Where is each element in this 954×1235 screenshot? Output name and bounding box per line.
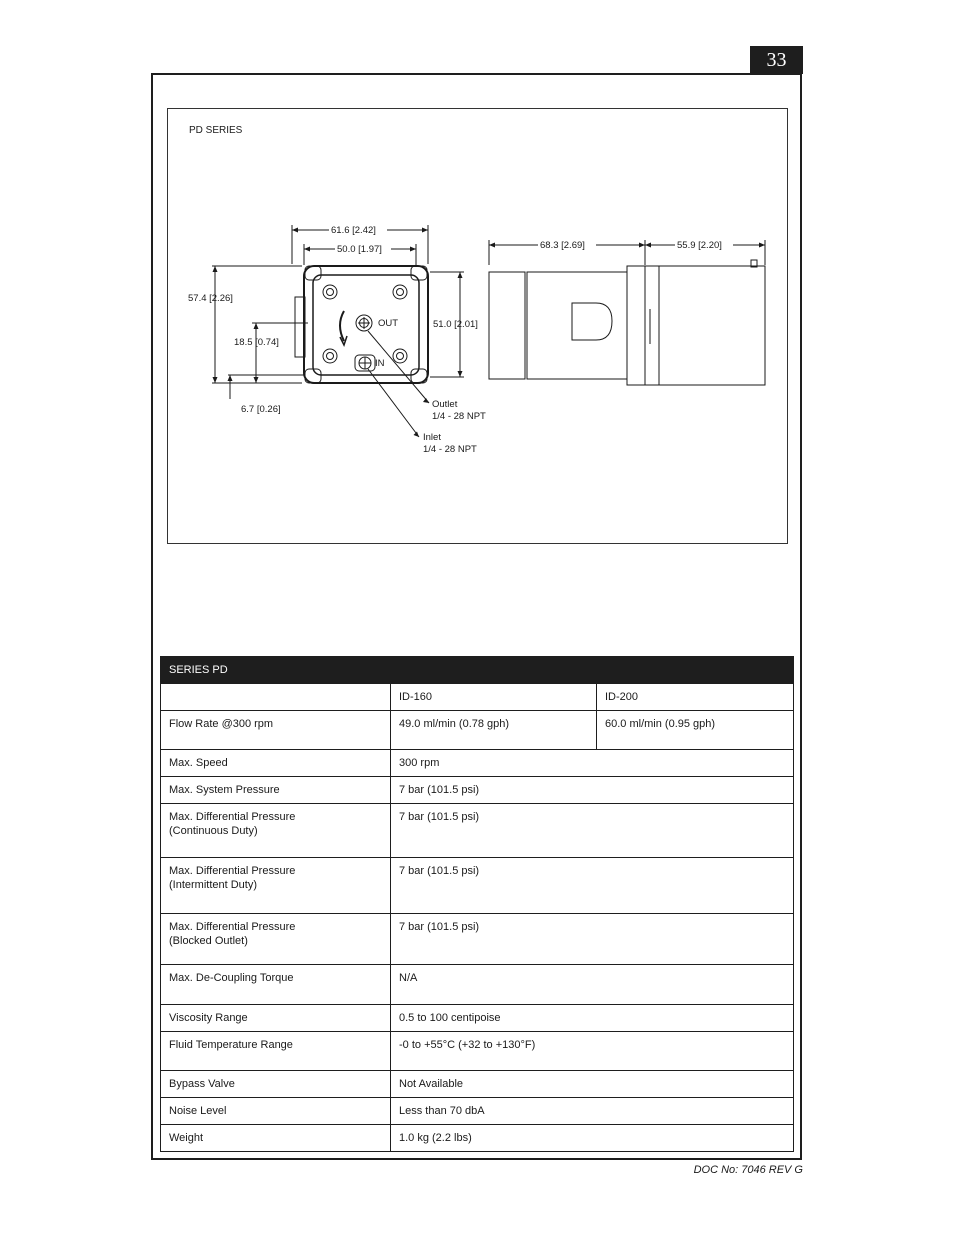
row-label-line1: Max. Differential Pressure: [169, 811, 296, 823]
dim-depth-front: 68.3 [2.69]: [540, 240, 585, 251]
table-row: [161, 711, 794, 750]
row-label: Max. De-Coupling Torque: [161, 965, 391, 1005]
table-row: [161, 1071, 794, 1098]
rotation-arrow: [340, 311, 344, 341]
column-header-id160: ID-160: [391, 684, 597, 711]
table-row: [161, 777, 794, 804]
table-row: [161, 965, 794, 1005]
table-row: [161, 804, 794, 858]
dim-width-inner: 50.0 [1.97]: [337, 244, 382, 255]
row-value: 1.0 kg (2.2 lbs): [391, 1125, 794, 1152]
row-label: Max. Speed: [161, 750, 391, 777]
inlet-title: Inlet: [423, 432, 441, 443]
front-housing: [304, 266, 428, 383]
dim-height-outer: 57.4 [2.26]: [188, 293, 233, 304]
document-number: DOC No: 7046 REV G: [693, 1164, 803, 1176]
dim-height-inner: 51.0 [2.01]: [433, 319, 478, 330]
table-row: [161, 914, 794, 965]
row-value: 49.0 ml/min (0.78 gph): [391, 711, 597, 750]
row-value: 60.0 ml/min (0.95 gph): [597, 711, 794, 750]
row-value: Not Available: [391, 1071, 794, 1098]
in-port-label: IN: [375, 358, 385, 369]
side-flange: [627, 266, 645, 385]
dim-depth-back: 55.9 [2.20]: [677, 240, 722, 251]
row-label-line2: (Intermittent Duty): [169, 879, 258, 891]
row-value: Less than 70 dbA: [391, 1098, 794, 1125]
row-label: Fluid Temperature Range: [161, 1032, 391, 1071]
row-label-line1: Max. Differential Pressure: [169, 921, 296, 933]
drawing-series-label: PD SERIES: [189, 125, 243, 136]
outlet-title: Outlet: [432, 399, 458, 410]
dim-width-outer: 61.6 [2.42]: [331, 225, 376, 236]
row-value: 7 bar (101.5 psi): [391, 914, 794, 965]
table-row: [161, 1125, 794, 1152]
side-body-front: [489, 272, 525, 379]
row-value: 300 rpm: [391, 750, 794, 777]
mount-hole: [323, 285, 337, 299]
side-motor: [645, 266, 765, 385]
row-label: Viscosity Range: [161, 1005, 391, 1032]
out-port-label: OUT: [378, 318, 399, 329]
table-header-row: [161, 657, 794, 684]
dimension-drawing: [167, 108, 788, 544]
row-label: Weight: [161, 1125, 391, 1152]
table-cell: [161, 684, 391, 711]
column-header-id200: ID-200: [597, 684, 794, 711]
row-value: 7 bar (101.5 psi): [391, 777, 794, 804]
row-value: -0 to +55°C (+32 to +130°F): [391, 1032, 794, 1071]
side-coupling: [572, 303, 612, 340]
table-row: [161, 1098, 794, 1125]
row-label: [161, 858, 391, 914]
row-value: 7 bar (101.5 psi): [391, 858, 794, 914]
table-row: [161, 684, 794, 711]
row-label: Bypass Valve: [161, 1071, 391, 1098]
mount-hole: [393, 285, 407, 299]
table-title: SERIES PD: [161, 657, 794, 684]
table-row: [161, 858, 794, 914]
row-label-line2: (Blocked Outlet): [169, 935, 248, 947]
row-label-line2: (Continuous Duty): [169, 825, 258, 837]
row-value: 0.5 to 100 centipoise: [391, 1005, 794, 1032]
row-label: Noise Level: [161, 1098, 391, 1125]
dim-base-offset: 6.7 [0.26]: [241, 404, 281, 415]
row-label: [161, 914, 391, 965]
mount-hole: [393, 349, 407, 363]
spec-table: [160, 656, 794, 1152]
row-label: [161, 804, 391, 858]
inlet-spec: 1/4 - 28 NPT: [423, 444, 477, 455]
pump-drawing-svg: [168, 109, 789, 545]
row-value: 7 bar (101.5 psi): [391, 804, 794, 858]
dim-inlet-offset: 18.5 [0.74]: [234, 337, 279, 348]
row-value: N/A: [391, 965, 794, 1005]
mount-hole: [323, 349, 337, 363]
table-row: [161, 1032, 794, 1071]
row-label-line1: Max. Differential Pressure: [169, 865, 296, 877]
page-number: 33: [750, 46, 803, 74]
row-label: Flow Rate @300 rpm: [161, 711, 391, 750]
table-row: [161, 1005, 794, 1032]
row-label: Max. System Pressure: [161, 777, 391, 804]
outlet-spec: 1/4 - 28 NPT: [432, 411, 486, 422]
table-row: [161, 750, 794, 777]
